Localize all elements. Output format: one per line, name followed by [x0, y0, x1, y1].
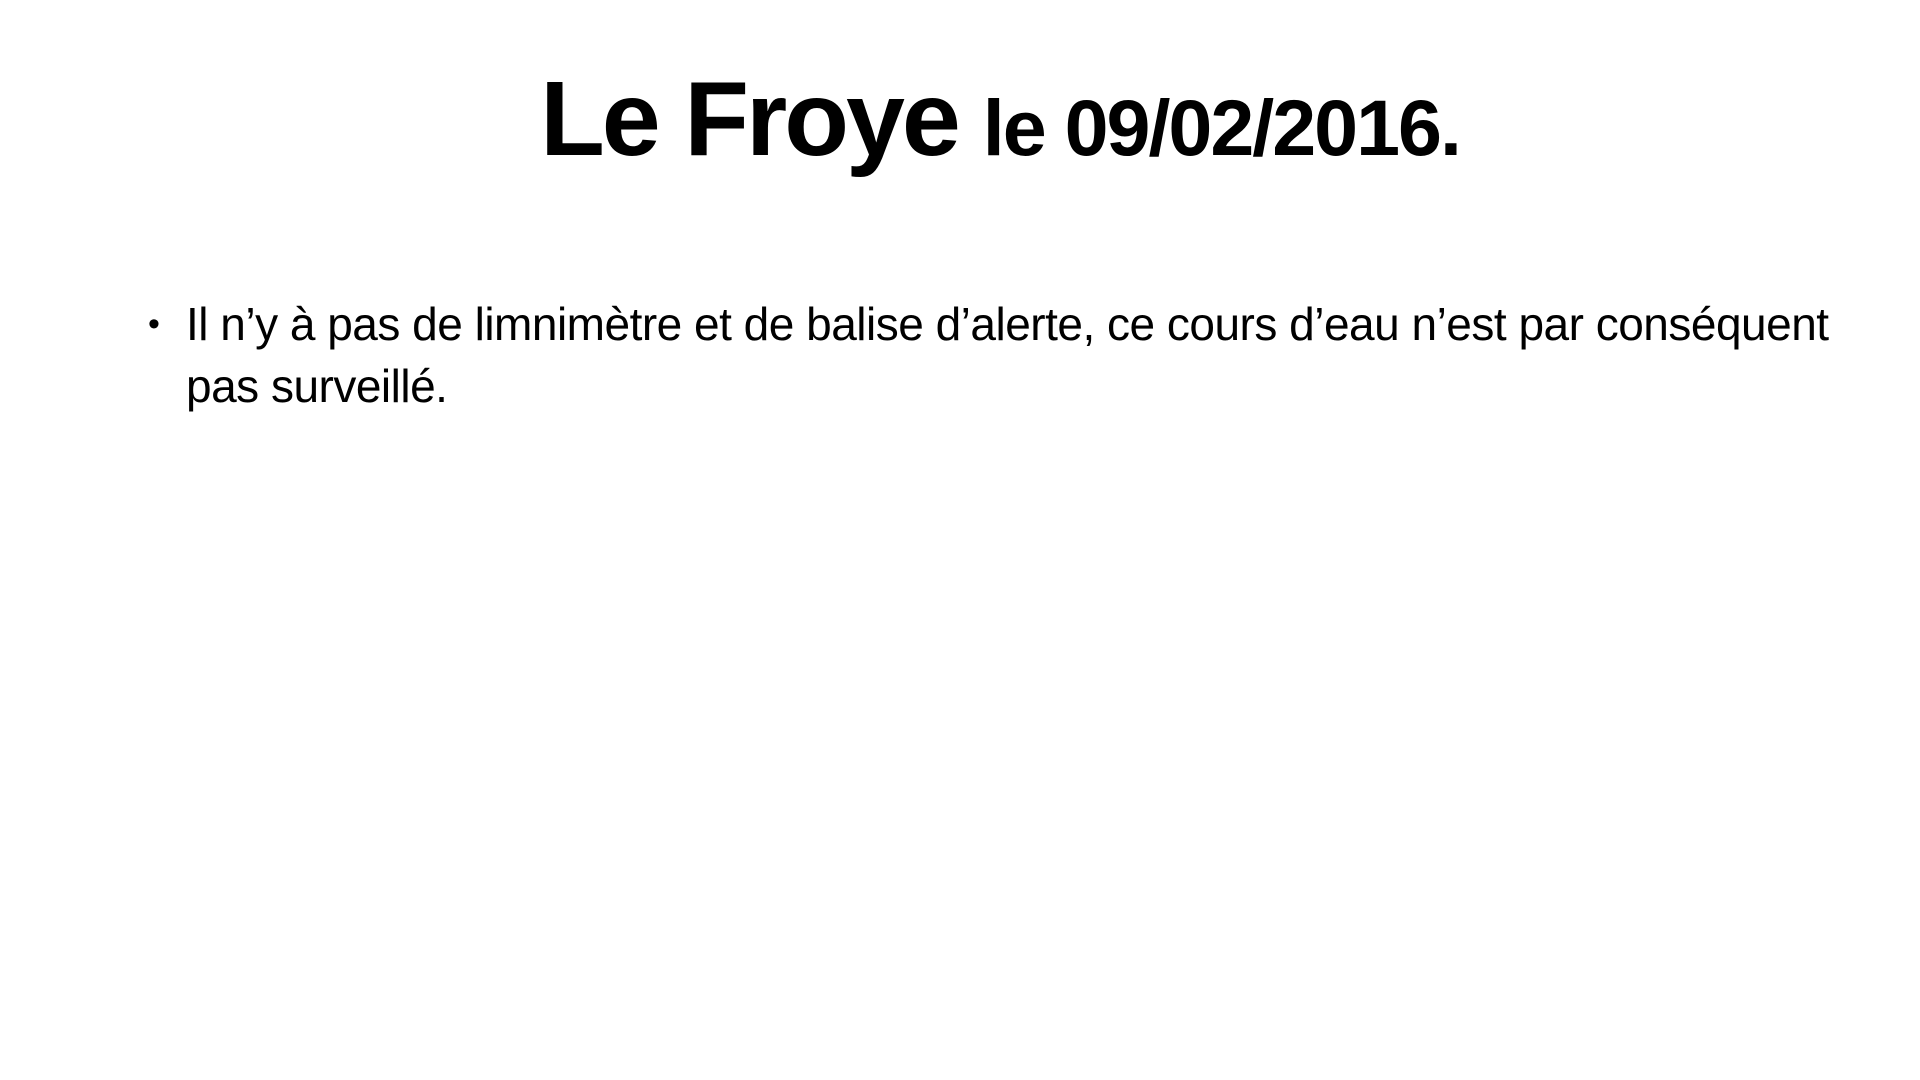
title-date-text: le 09/02/2016.: [982, 83, 1460, 172]
bullet-text: Il n’y à pas de limnimètre et de balise d’alerte, ce cours d’eau n’est par conséquent pas surveillé.: [186, 298, 1829, 412]
bullet-item: [148, 294, 1868, 417]
bullet-list: [148, 294, 1868, 417]
title-main-text: Le Froye: [540, 60, 958, 178]
bullet-marker: •: [148, 305, 160, 343]
slide-title: [0, 48, 1920, 191]
